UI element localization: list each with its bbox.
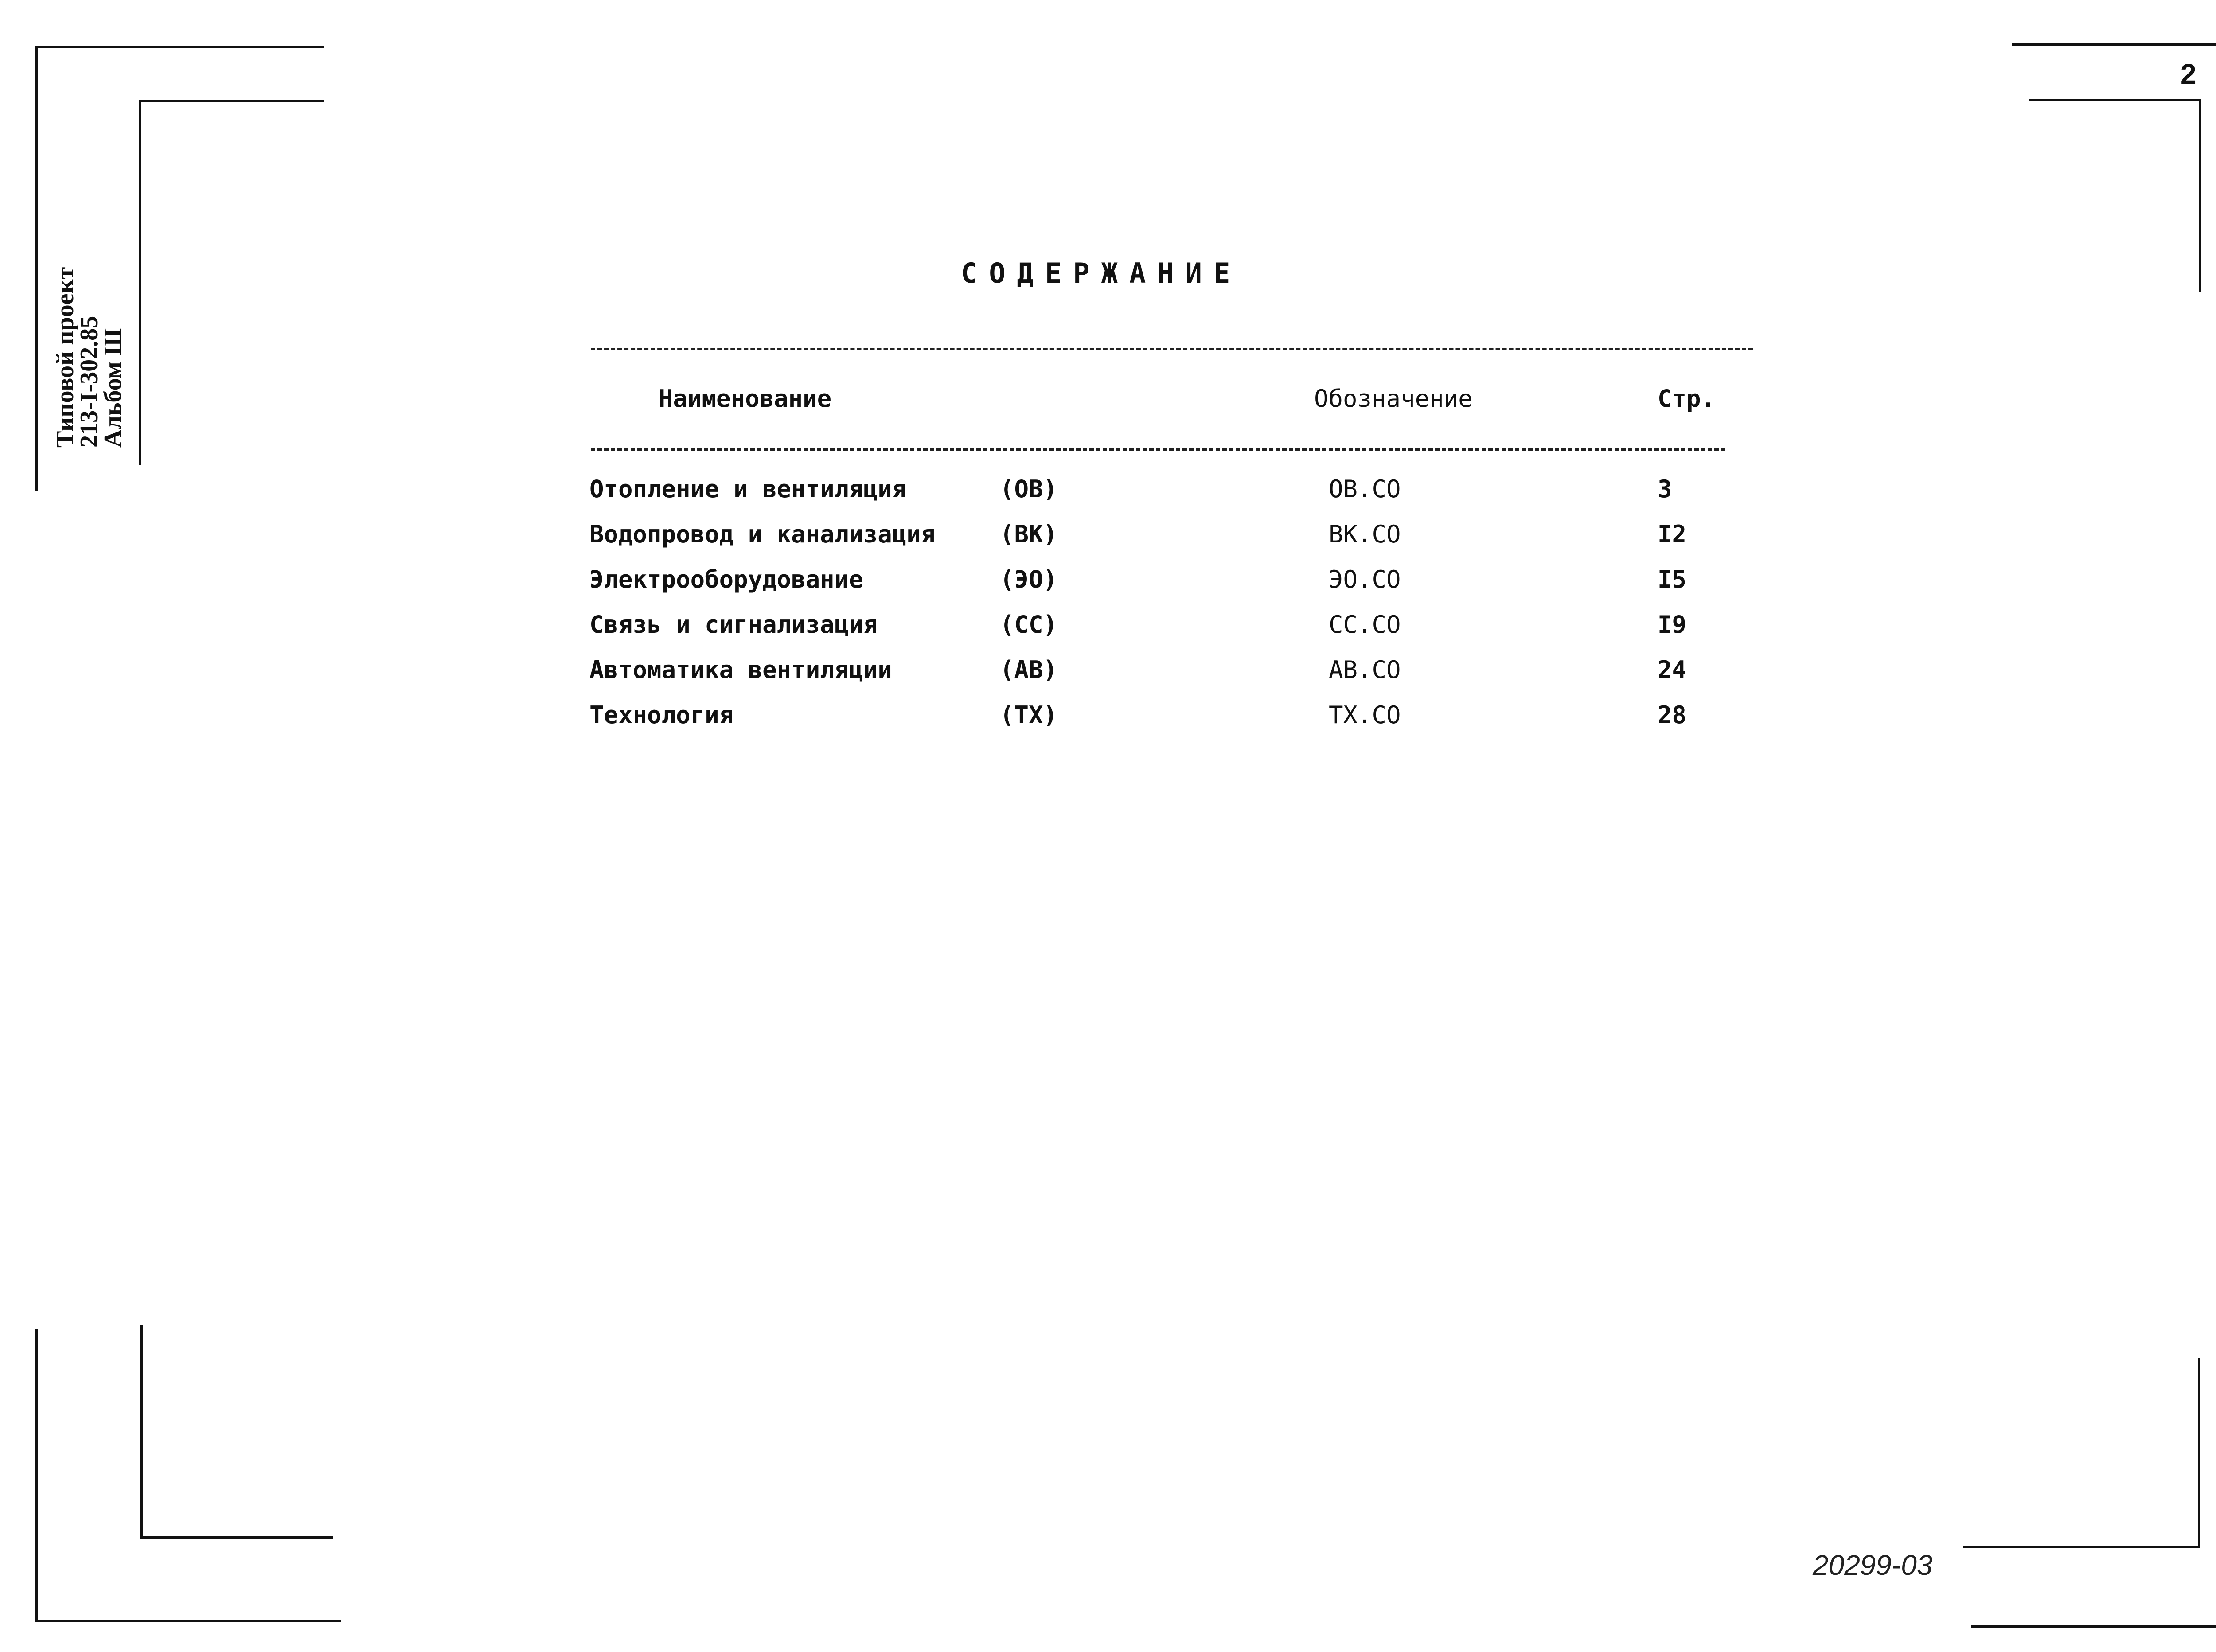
- row-5-code: АВ.СО: [1329, 656, 1401, 684]
- header-page: Стр.: [1658, 385, 1716, 413]
- row-6-abbr: (ТХ): [1000, 701, 1058, 729]
- header-name: Наименование: [659, 385, 832, 413]
- row-2-name: Водопровод и канализация: [589, 520, 936, 548]
- row-4-code: СС.СО: [1329, 611, 1401, 639]
- frame-bottom-left-outer-v: [35, 1329, 38, 1622]
- frame-bottom-right-inner-h: [1963, 1546, 2200, 1548]
- row-6-code: ТХ.СО: [1329, 701, 1401, 729]
- frame-top-left-inner-h: [139, 100, 324, 102]
- row-3-abbr: (ЭО): [1000, 565, 1058, 593]
- row-1-page: 3: [1658, 475, 1672, 503]
- side-stamp-line-2: 213-I-302.85: [75, 316, 103, 448]
- frame-bottom-right-outer-h: [1971, 1625, 2216, 1628]
- side-stamp-line-3: Альбом Ш: [99, 328, 127, 448]
- side-stamp-line-1: Типовой проект: [51, 267, 79, 448]
- table-top-rule: [591, 348, 1753, 350]
- frame-bottom-right-inner-v: [2198, 1358, 2200, 1547]
- document-number: 20299-03: [1813, 1549, 1933, 1581]
- row-6-page: 28: [1658, 701, 1687, 729]
- frame-top-right-inner-v: [2199, 99, 2201, 292]
- page-title: СОДЕРЖАНИЕ: [961, 257, 1242, 289]
- frame-top-left-outer-h: [35, 46, 324, 48]
- row-2-code: ВК.СО: [1329, 520, 1401, 548]
- row-3-page: I5: [1658, 565, 1687, 593]
- row-5-name: Автоматика вентиляции: [589, 656, 892, 684]
- row-5-abbr: (АВ): [1000, 656, 1058, 684]
- row-3-name: Электрооборудование: [589, 565, 863, 593]
- row-3-code: ЭО.СО: [1329, 565, 1401, 593]
- row-4-page: I9: [1658, 611, 1687, 639]
- frame-bottom-left-inner-h: [140, 1536, 333, 1539]
- frame-top-right-inner-h: [2029, 99, 2201, 101]
- row-4-abbr: (СС): [1000, 611, 1058, 639]
- page-number: 2: [2181, 58, 2196, 90]
- frame-top-right-outer-h: [2012, 43, 2216, 46]
- row-4-name: Связь и сигнализация: [589, 611, 878, 639]
- row-1-name: Отопление и вентиляция: [589, 475, 907, 503]
- header-code: Обозначение: [1314, 385, 1473, 413]
- frame-bottom-left-outer-h: [35, 1620, 341, 1622]
- row-1-code: ОВ.СО: [1329, 475, 1401, 503]
- row-6-name: Технология: [589, 701, 734, 729]
- row-1-abbr: (ОВ): [1000, 475, 1058, 503]
- row-2-abbr: (ВК): [1000, 520, 1058, 548]
- row-5-page: 24: [1658, 656, 1687, 684]
- frame-bottom-left-inner-v: [140, 1325, 143, 1538]
- frame-top-left-inner-v: [139, 100, 141, 465]
- table-header-rule: [591, 448, 1725, 451]
- side-stamp: [53, 244, 125, 448]
- row-2-page: I2: [1658, 520, 1687, 548]
- frame-top-left-outer-v: [35, 46, 38, 491]
